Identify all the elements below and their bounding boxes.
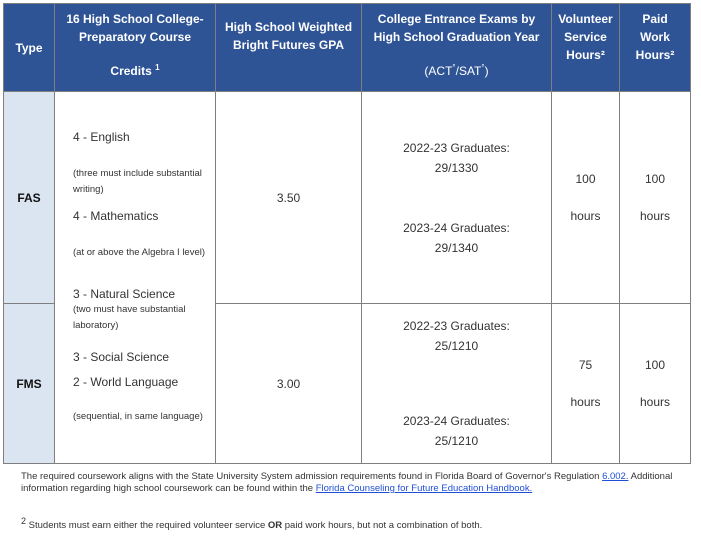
header-gpa-line2: Bright Futures GPA [232,38,345,52]
exam-score-2022-23: 29/1330 [434,160,479,175]
paid-value: 100 [644,358,666,372]
volunteer-value: 75 [578,358,593,372]
credit-note-english: (three must include substantial writing) [73,168,202,195]
header-volunteer [552,4,620,92]
handbook-link[interactable]: Florida Counseling for Future Education Handbook. [315,483,533,494]
paid-cell-fms [620,304,691,464]
footnote-1-text-2: Additional information regarding high school coursework can be found within the [21,471,673,494]
footnote-2-marker: 2 [21,515,27,526]
bright-futures-requirements-table [3,3,691,464]
exam-label-2022-23: 2022-23 Graduates: [403,140,510,155]
exam-cell-fms [362,304,552,464]
header-paid-line2: Work [640,30,670,44]
header-credits-line1: 16 High School College- [66,12,204,26]
footnote-ref-1: 1 [155,63,160,72]
volunteer-unit: hours [570,209,601,223]
exam-label-2023-24: 2023-24 Graduates: [403,220,510,235]
paid-unit: hours [639,395,671,409]
paid-cell-fas [620,92,691,304]
header-row [4,4,691,92]
volunteer-unit: hours [570,395,601,409]
type-cell-fas: FAS [4,92,55,304]
credit-item-mathematics: 4 - Mathematics [73,209,159,223]
header-exams-line1: College Entrance Exams by [377,12,536,26]
credit-item-world-language: 2 - World Language [73,375,179,389]
footnote-2 [21,515,483,531]
type-cell-fms: FMS [4,304,55,464]
volunteer-cell-fms [552,304,620,464]
footnote-2-or: OR [267,520,283,531]
paid-unit: hours [639,209,671,223]
exam-score-2022-23: 25/1210 [434,339,479,353]
header-credits-line3 [55,62,215,80]
credit-item-english: 4 - English [73,130,130,144]
header-exams-line3: (ACT°/SAT°) [424,63,489,78]
exam-score-2023-24: 25/1210 [434,434,479,448]
header-gpa-line1: High School Weighted [224,20,353,34]
credits-cell [55,92,216,464]
paid-value: 100 [644,172,666,186]
volunteer-cell-fas [552,92,620,304]
credit-item-natural-science: 3 - Natural Science [73,287,176,301]
regulation-link[interactable]: 6.002. [602,471,629,482]
header-exams [362,4,552,92]
header-type [4,4,55,92]
header-credits-label: Credits [110,64,152,78]
footnote-1 [21,471,701,495]
exam-cell-fas [362,92,552,304]
gpa-cell-fas: 3.50 [216,92,362,304]
header-credits-line2: Preparatory Course [78,30,192,44]
footnote-2-text-b: paid work hours, but not a combination of both. [284,520,483,531]
credit-note-mathematics: (at or above the Algebra I level) [73,247,206,258]
header-paid-line1: Paid [642,12,668,26]
volunteer-value: 100 [575,172,596,186]
header-credits [55,4,216,92]
header-type-label: Type [15,40,43,55]
credit-item-social-science: 3 - Social Science [73,350,170,364]
footnote-1-text: The required coursework aligns with the State University System admission requirements found in Florida Board of Governor's Regulation [21,471,600,482]
gpa-cell-fms: 3.00 [216,304,362,464]
exam-label-2022-23: 2022-23 Graduates: [403,319,510,333]
exam-score-2023-24: 29/1340 [434,240,479,255]
header-volunteer-line1: Volunteer [558,12,613,26]
header-gpa [216,4,362,92]
header-volunteer-line2: Service [564,30,607,44]
credit-note-natural-science: (two must have substantial laboratory) [73,304,186,331]
header-volunteer-line3: Hours² [566,48,605,62]
exam-label-2023-24: 2023-24 Graduates: [403,414,510,428]
credit-note-world-language: (sequential, in same language) [73,411,203,422]
header-paid [620,4,691,92]
footnote-2-text-a: Students must earn either the required volunteer service [28,520,266,531]
header-paid-line3: Hours² [635,48,675,62]
table-row [4,92,691,304]
header-exams-line2: High School Graduation Year [373,30,540,44]
